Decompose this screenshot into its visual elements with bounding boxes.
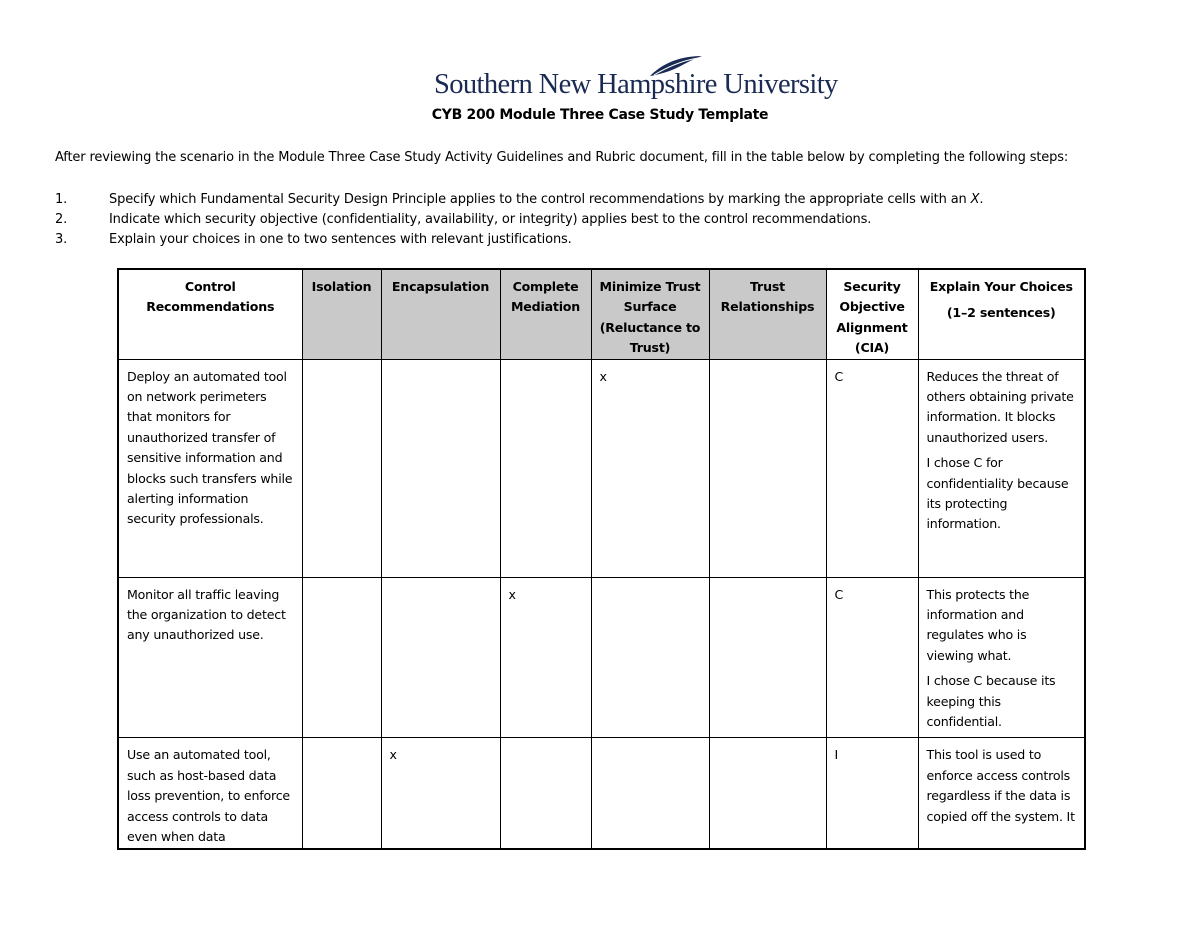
explanation-cell: Reduces the threat of others obtaining private information. It blocks unauthorized users. I chose C for confidentiality because its protecting information. [918, 359, 1085, 577]
table-header-row [118, 269, 1085, 359]
cia-cell: C [826, 577, 918, 738]
document-title: CYB 200 Module Three Case Study Template [431, 107, 769, 123]
encapsulation-cell [381, 359, 500, 577]
header-encapsulation: Encapsulation [381, 269, 500, 359]
cia-cell: I [826, 738, 918, 849]
header-explain-choices: Explain Your Choices (1–2 sentences) [918, 269, 1085, 359]
minimize-trust-cell: x [591, 359, 709, 577]
table-row [118, 738, 1085, 849]
complete-mediation-cell [500, 738, 591, 849]
list-item: 2. Indicate which security objective (confidentiality, availability, or integrity) applies best to the control recommendations. [55, 212, 872, 227]
trust-relationships-cell [709, 359, 826, 577]
complete-mediation-cell: x [500, 577, 591, 738]
header-isolation: Isolation [302, 269, 381, 359]
intro-paragraph: After reviewing the scenario in the Module Three Case Study Activity Guidelines and Rubric document, fill in the table below by completing the following steps: [55, 150, 1069, 165]
minimize-trust-cell [591, 577, 709, 738]
trust-relationships-cell [709, 738, 826, 849]
steps-list [55, 190, 983, 250]
isolation-cell [302, 359, 381, 577]
header-control-recommendations: Control Recommendations [118, 269, 302, 359]
control-recommendation-cell: Deploy an automated tool on network perimeters that monitors for unauthorized transfer of sensitive information and blocks such transfers while alerting information security professionals. [118, 359, 302, 577]
minimize-trust-cell [591, 738, 709, 849]
isolation-cell [302, 577, 381, 738]
isolation-cell [302, 738, 381, 849]
list-item: 3. Explain your choices in one to two sentences with relevant justifications. [55, 232, 572, 247]
trust-relationships-cell [709, 577, 826, 738]
list-item: 1. Specify which Fundamental Security Design Principle applies to the control recommendations by marking the appropriate cells with an X. [55, 192, 984, 207]
table-row [118, 359, 1085, 577]
explanation-cell: This tool is used to enforce access controls regardless if the data is copied off the system. It [918, 738, 1085, 849]
header-minimize-trust-surface: Minimize Trust Surface (Reluctance to Trust) [591, 269, 709, 359]
feather-quill-icon [646, 54, 706, 78]
encapsulation-cell: x [381, 738, 500, 849]
complete-mediation-cell [500, 359, 591, 577]
case-study-table [117, 268, 1086, 850]
header-security-objective: Security Objective Alignment (CIA) [826, 269, 918, 359]
control-recommendation-cell: Use an automated tool, such as host-based data loss prevention, to enforce access controls to data even when data [118, 738, 302, 849]
logo-text: Southern New Hampshire University [434, 69, 838, 100]
cia-cell: C [826, 359, 918, 577]
control-recommendation-cell: Monitor all traffic leaving the organization to detect any unauthorized use. [118, 577, 302, 738]
table-row [118, 577, 1085, 738]
explanation-cell: This protects the information and regulates who is viewing what. I chose C because its keeping this confidential. [918, 577, 1085, 738]
header-trust-relationships: Trust Relationships [709, 269, 826, 359]
university-logo [434, 56, 838, 104]
encapsulation-cell [381, 577, 500, 738]
header-complete-mediation: Complete Mediation [500, 269, 591, 359]
